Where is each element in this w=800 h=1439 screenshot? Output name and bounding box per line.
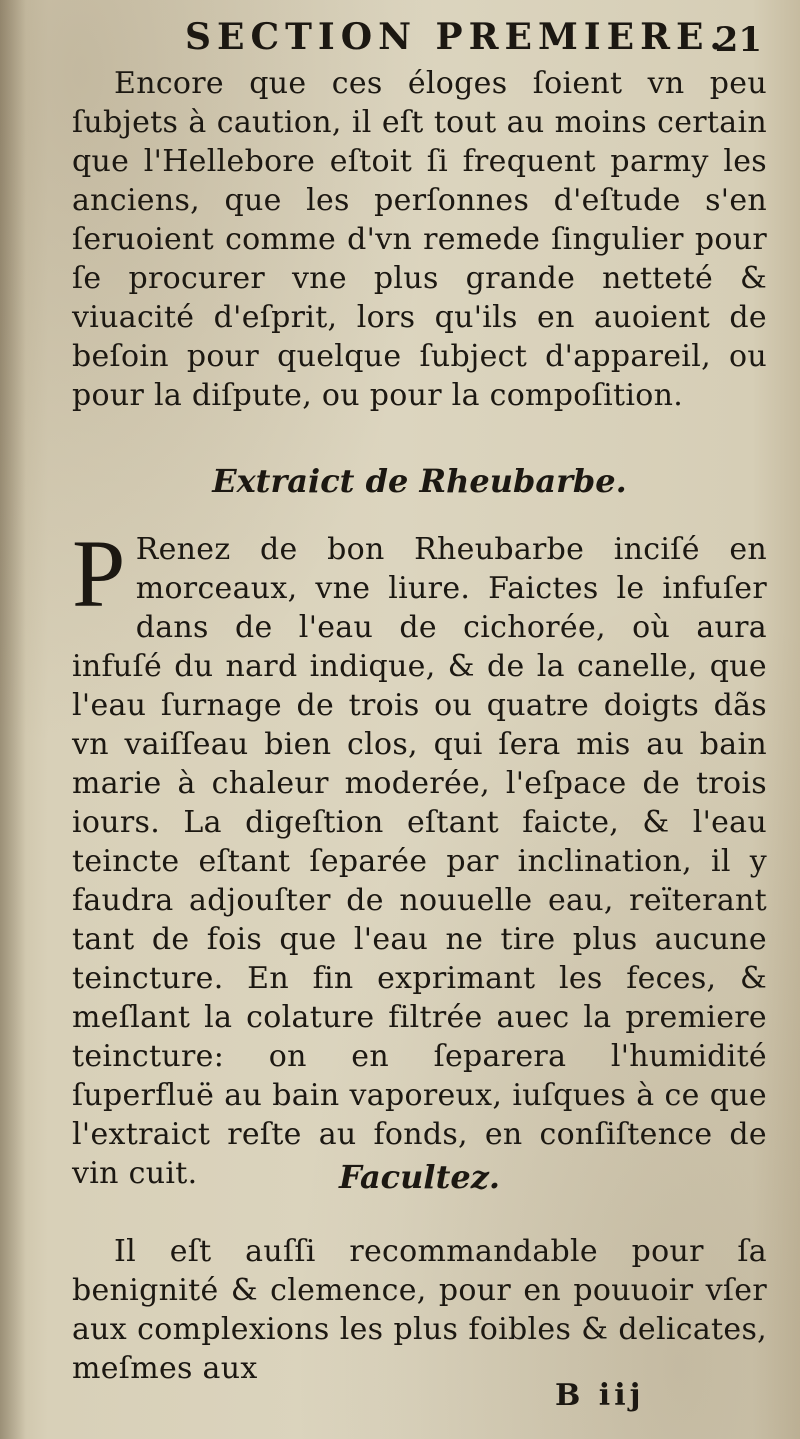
facultez-heading: Facultez. — [338, 1158, 501, 1196]
page-number: 21 — [714, 20, 762, 60]
extrait-paragraph — [72, 520, 767, 1193]
extrait-body: Renez de bon Rheubarbe inciſé en morceaux, vne liure. Faictes le infuſer dans de l'eau de cichorée, où aura infuſé du nard indique, & de la canelle, que l'eau ſurnage de trois ou quatre doigts dãs vn vaiſſeau bien clos, qui ſera mis au bain marie à chaleur moderée, l'eſpace de trois iours. La digeſtion eſtant faicte, & l'eau teincte eſtant ſeparée par inclination, il y faudra adjouſter de nouuelle eau, reïterant tant de fois que l'eau ne tire plus aucune teincture. En fin exprimant les feces, & meſlant la colature filtrée auec la premiere teincture: on en ſeparera l'humidité ſuperfluë au bain vaporeux, iuſques à ce que l'extraict reſte au fonds, en conſiſtence de vin cuit. — [72, 532, 767, 1191]
gutter-shadow — [0, 0, 26, 1439]
intro-paragraph: Encore que ces éloges ſoient vn peu ſubjets à caution, il eſt tout au moins certain que l'Hellebore eſtoit ſi frequent parmy les anciens, que les perſonnes d'eſtude s'en ſeruoient comme d'vn remede ſingulier pour ſe procurer vne plus grande netteté & viuacité d'eſprit, lors qu'ils en auoient de beſoin pour quelque ſubject d'appareil, ou pour la diſpute, ou pour la compoſition. — [72, 66, 767, 413]
drop-cap: P — [72, 520, 126, 627]
signature-mark: B iij — [555, 1378, 645, 1413]
running-head-title: SECTION PREMIERE. — [185, 16, 728, 58]
extrait-heading: Extraict de Rheubarbe. — [212, 462, 627, 500]
facultez-paragraph: Il eſt auſſi recommandable pour ſa benignité & clemence, pour en pouuoir vſer aux complexions les plus foibles & delicates, meſmes aux — [72, 1234, 767, 1386]
running-head — [90, 14, 762, 70]
